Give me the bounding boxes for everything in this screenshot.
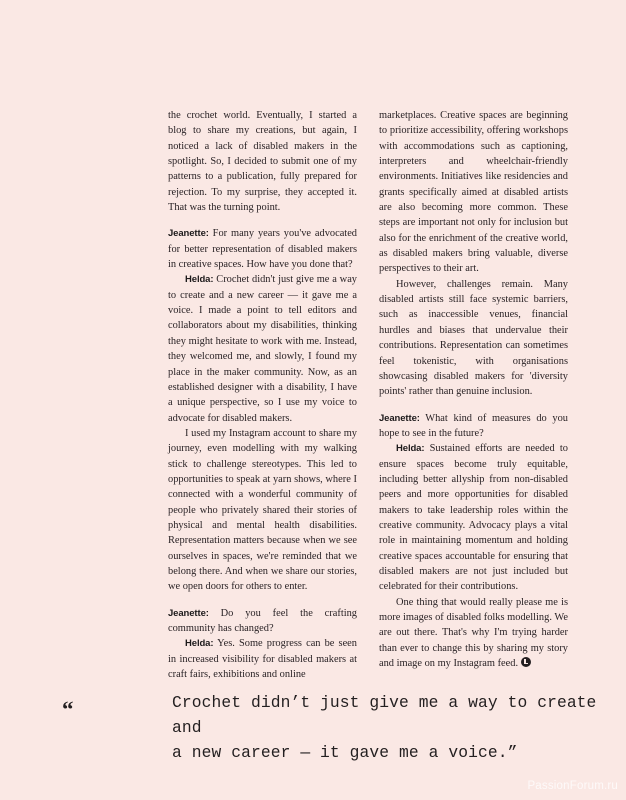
pull-quote-text	[172, 690, 612, 765]
paragraph-continued: the crochet world. Eventually, I started a blog to share my creations, but again, I noticed a lack of disabled makers in the spotlight. So, I decided to submit one of my patterns to a publication, fully prepared for rejection. To my surprise, they accepted it. That was the turning point.	[168, 110, 357, 214]
qa-text: Sustained efforts are needed to ensure spaces become truly equitable, including better allyship from non-disabled peers and more opportunities for disabled makers to take leadership roles within the creative community. Advocacy plays a vital role in maintaining momentum and holding creative spaces accountable for ensuring that disabled makers are not just included but celebrated for their contributions.	[379, 443, 568, 593]
qa-text: Do you feel the crafting community has changed?	[168, 607, 357, 634]
paragraph-continued: marketplaces. Creative spaces are beginning to prioritize accessibility, offering workshops with accommodations such as captioning, interpreters and wheelchair-friendly environments. Initiatives like residencies and grants specifically aimed at disabled artists are also becoming more common. These steps are important not only for inclusion but also for the enrichment of the creative world, as disabled makers bring valuable, diverse perspectives to their art.	[379, 110, 568, 275]
speaker-name: Jeanette:	[168, 228, 209, 240]
end-mark-icon	[521, 657, 531, 667]
qa-text: For many years you've advocated for better representation of disabled makers in creative spaces. How have you done that?	[168, 228, 357, 271]
quotation-mark-icon: “	[62, 697, 74, 722]
speaker-name: Jeanette:	[168, 607, 209, 619]
left-column	[168, 108, 357, 681]
speaker-name: Helda:	[396, 443, 425, 455]
speaker-name: Helda:	[185, 274, 214, 286]
qa-text: Yes. Some progress can be seen in increased visibility for disabled makers at craft fairs, exhibitions and online	[168, 638, 357, 681]
right-column	[379, 108, 568, 670]
pull-quote	[0, 690, 626, 770]
qa-question	[168, 226, 357, 272]
qa-text: Crochet didn't just give me a way to create and a new career — it gave me a voice. I made a point to tell editors and collaborators about my disabilities, thinking they might hesitate to work with me. Instead, they welcomed me, and slowly, I found my place in the maker community. Now, as an established designer with a disability, I have a unique perspective, so I use my voice to advocate for disabled makers.	[168, 274, 357, 424]
qa-question	[168, 606, 357, 637]
watermark: PassionForum.ru	[527, 780, 618, 792]
pull-quote-line-2: a new career — it gave me a voice.”	[172, 743, 518, 762]
paragraph-body: I used my Instagram account to share my journey, even modelling with my walking stick to challenge stereotypes. This led to opportunities to speak at yarn shows, where I connected with a wonderful community of people who privately shared their stories of physical and mental health disabilities. Representation matters because when we see ourselves in spaces, we're reminded that we belong there. And when we share our stories, we open doors for others to enter.	[168, 427, 357, 593]
qa-answer	[168, 636, 357, 682]
speaker-name: Helda:	[185, 638, 214, 650]
qa-answer	[168, 272, 357, 425]
paragraph-body-final	[379, 595, 568, 672]
qa-question	[379, 411, 568, 442]
qa-answer	[379, 441, 568, 594]
pull-quote-line-1: Crochet didn’t just give me a way to create and	[172, 693, 597, 737]
paragraph-text: One thing that would really please me is more images of disabled folks modelling. We are out there. That's why I'm trying harder than ever to change this by sharing my story and image on my Instagram feed.	[379, 596, 568, 670]
speaker-name: Jeanette:	[379, 412, 420, 424]
qa-text: What kind of measures do you hope to see in the future?	[379, 412, 568, 439]
paragraph-body: However, challenges remain. Many disabled artists still face systemic barriers, such as inaccessible venues, financial hurdles and biases that undervalue their contributions. Representation can sometimes feel tokenistic, with organisations showcasing disabled makers for 'diversity points' rather than genuine inclusion.	[379, 278, 568, 398]
article-columns	[168, 108, 568, 681]
